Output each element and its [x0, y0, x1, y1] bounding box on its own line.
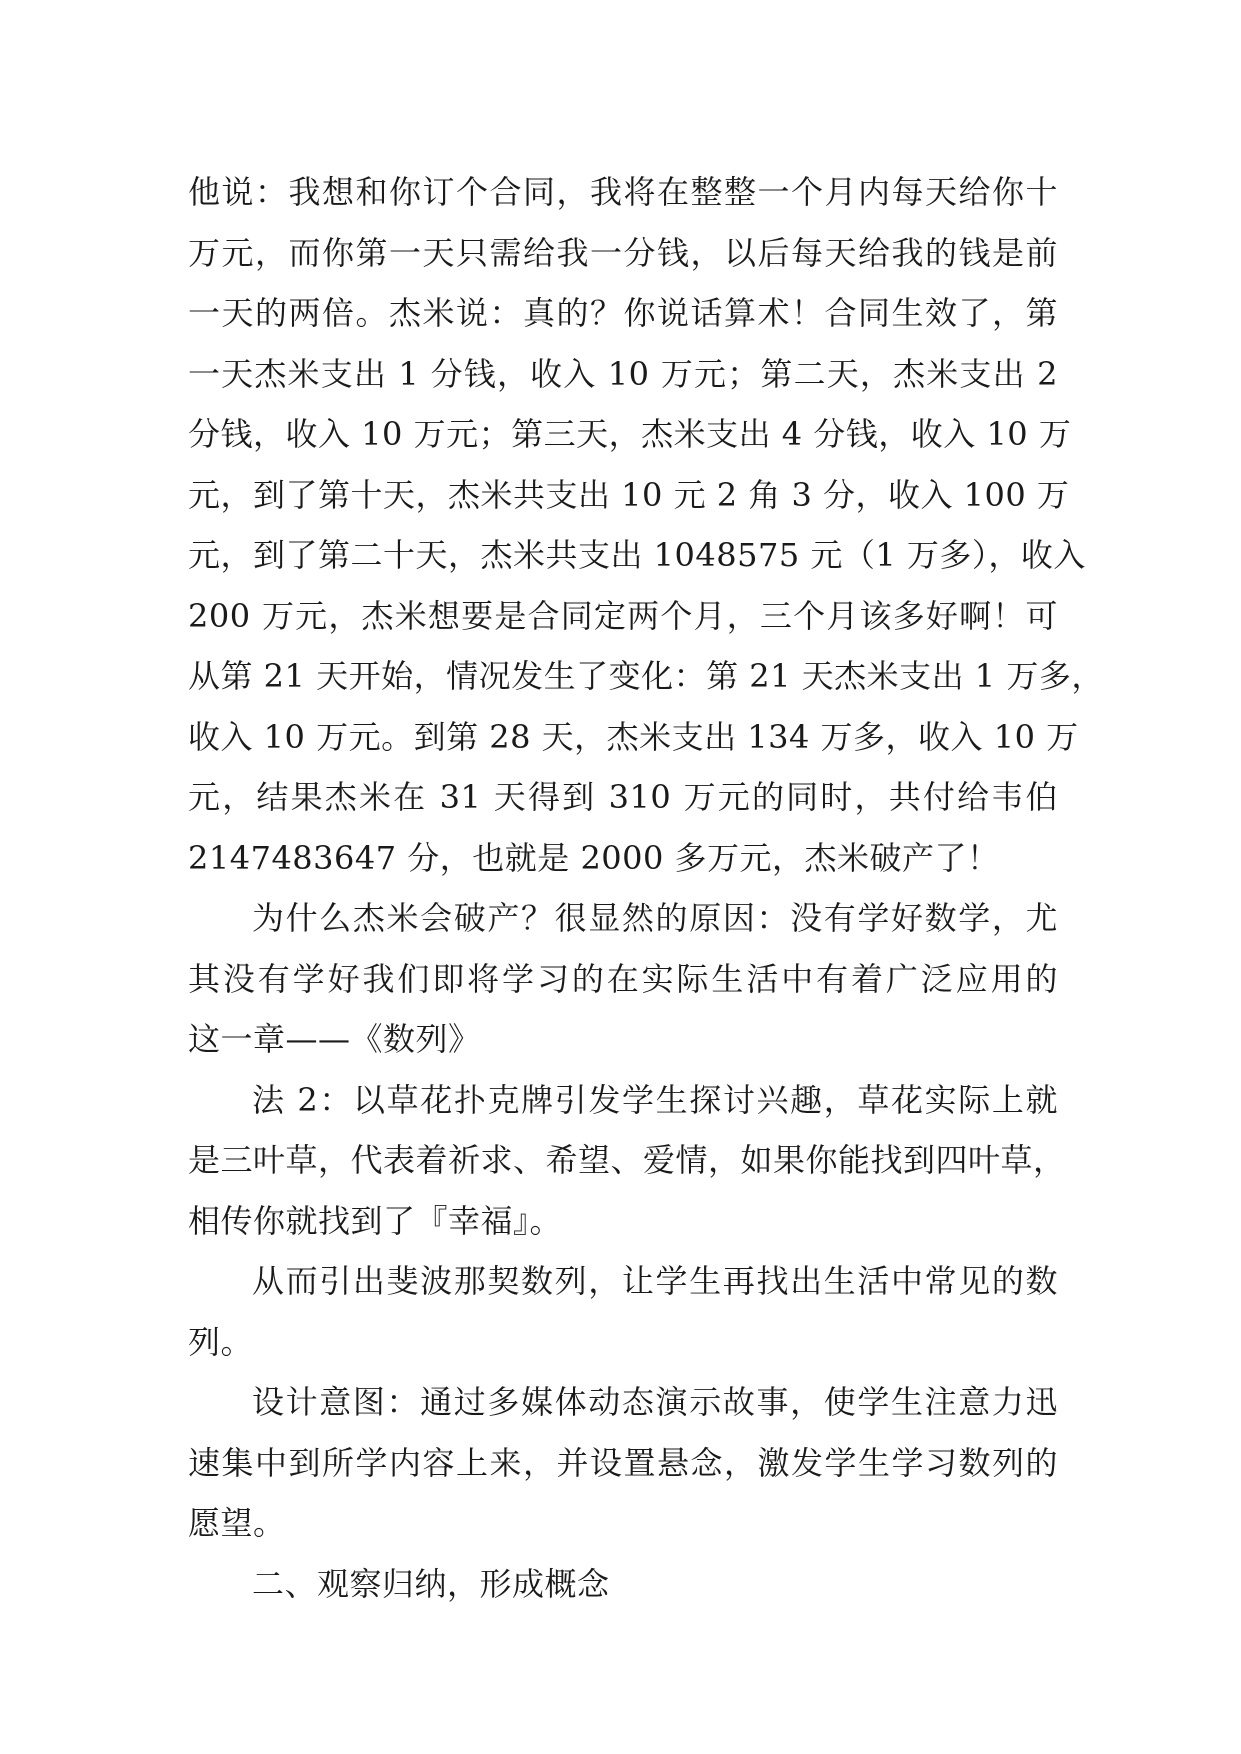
text-line: 从而引出斐波那契数列，让学生再找出生活中常见的数 [252, 1262, 1058, 1300]
fibonacci-paragraph [188, 1251, 1058, 1372]
document-body [188, 162, 1104, 1614]
text-line: 2147483647 分，也就是 2000 多万元，杰米破产了！ [188, 838, 1000, 877]
text-line: 收入 10 万元。到第 28 天，杰米支出 134 万多，收入 10 万 [188, 717, 1079, 756]
text-line: 分钱，收入 10 万元；第三天，杰米支出 4 分钱，收入 10 万 [188, 415, 1072, 453]
text-line: 一天的两倍。杰米说：真的？你说话算术！合同生效了，第 [188, 294, 1058, 332]
text-line: 速集中到所学内容上来，并设置悬念，激发学生学习数列的 [188, 1443, 1058, 1482]
text-line: 元，结果杰米在 31 天得到 310 万元的同时，共付给韦伯 [188, 778, 1058, 816]
text-line: 列。 [188, 1322, 254, 1361]
text-line: 设计意图：通过多媒体动态演示故事，使学生注意力迅 [252, 1383, 1058, 1421]
text-line: 是三叶草，代表着祈求、希望、爱情，如果你能找到四叶草， [188, 1141, 1066, 1179]
question-paragraph [188, 888, 1058, 1070]
design-intent-paragraph [188, 1372, 1058, 1554]
text-line: 相传你就找到了『幸福』。 [188, 1201, 563, 1240]
text-line: 一天杰米支出 1 分钱，收入 10 万元；第二天，杰米支出 2 [188, 354, 1058, 393]
text-line: 愿望。 [188, 1504, 286, 1542]
text-line: 200 万元，杰米想要是合同定两个月，三个月该多好啊！可 [188, 596, 1058, 635]
text-line: 这一章——《数列》 [188, 1020, 481, 1058]
text-line: 法 2：以草花扑克牌引发学生探讨兴趣，草花实际上就 [252, 1080, 1058, 1119]
method-2-paragraph [188, 1070, 1066, 1252]
section-heading [188, 1554, 1058, 1615]
text-line: 为什么杰米会破产？很显然的原因：没有学好数学，尤 [252, 899, 1058, 937]
text-line: 万元，而你第一天只需给我一分钱，以后每天给我的钱是前 [188, 233, 1058, 272]
text-line: 元，到了第二十天，杰米共支出 1048575 元（1 万多），收入 [188, 536, 1086, 574]
text-line: 元，到了第十天，杰米共支出 10 元 2 角 3 分，收入 100 万 [188, 475, 1070, 514]
text-line: 其没有学好我们即将学习的在实际生活中有着广泛应用的 [188, 959, 1058, 998]
section-heading-text: 二、观察归纳，形成概念 [252, 1564, 610, 1603]
text-line: 他说：我想和你订个合同，我将在整整一个月内每天给你十 [188, 173, 1058, 211]
story-paragraph [188, 162, 1104, 888]
text-line: 从第 21 天开始，情况发生了变化：第 21 天杰米支出 1 万多， [188, 657, 1104, 695]
